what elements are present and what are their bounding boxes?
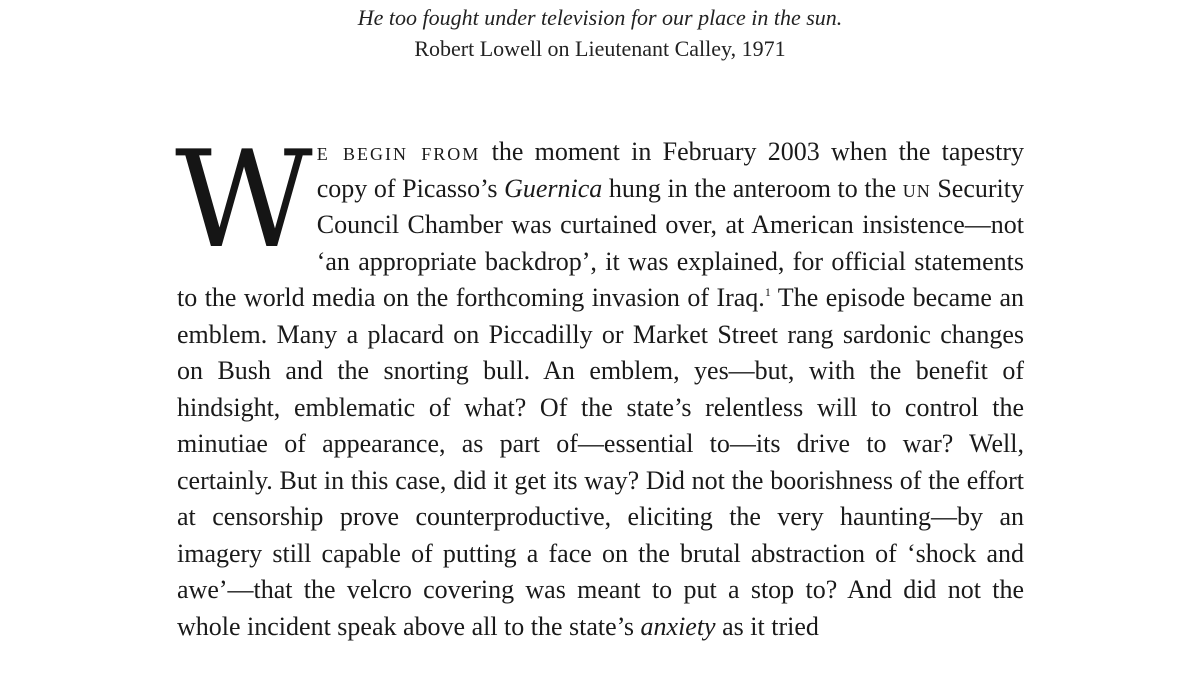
drop-cap: W <box>175 122 307 278</box>
footnote-marker[interactable]: 1 <box>764 285 771 299</box>
anxiety-emphasis: anxiety <box>640 611 716 641</box>
un-abbreviation: un <box>902 173 931 203</box>
epigraph-attribution: Robert Lowell on Lieutenant Calley, 1971 <box>414 36 786 61</box>
paragraph-text-2: hung in the anteroom to the <box>602 173 903 203</box>
paragraph-text-4: The episode became an emblem. Many a placard on Piccadilly or Market Street rang sardonic changes on Bush and the snorting bull. An emblem, yes—but, with the benefit of hindsight, emblematic of what? Of the state’s relentless will to control the minutiae of appearance, as part of—essential to—its drive to war? Well, certainly. But in this case, did it get its way? Did not the boorishness of the effort at censorship prove counterproductive, eliciting the very haunting—by an imagery still capable of putting a face on the brutal abstraction of ‘shock and awe’—that the velcro covering was meant to put a stop to? And did not the whole incident speak above all to the state’s <box>177 283 1024 641</box>
body-paragraph <box>175 122 1024 645</box>
paragraph-text-3: Security Council Chamber was curtained over, at American insistence—not ‘an appropriate backdrop’, it was explained, for official statements to the world media on the forthcoming invasion of Iraq. <box>177 173 1024 312</box>
guernica-title: Guernica <box>504 173 603 203</box>
paragraph-text-1: the moment in February 2003 when the tapestry copy of Picasso’s <box>316 137 1024 203</box>
lead-in-small-caps: e begin from <box>316 137 481 166</box>
paragraph-text-5: as it tried <box>715 611 819 641</box>
epigraph-quote: He too fought under television for our place in the sun. <box>357 5 843 30</box>
epigraph <box>0 2 1200 64</box>
